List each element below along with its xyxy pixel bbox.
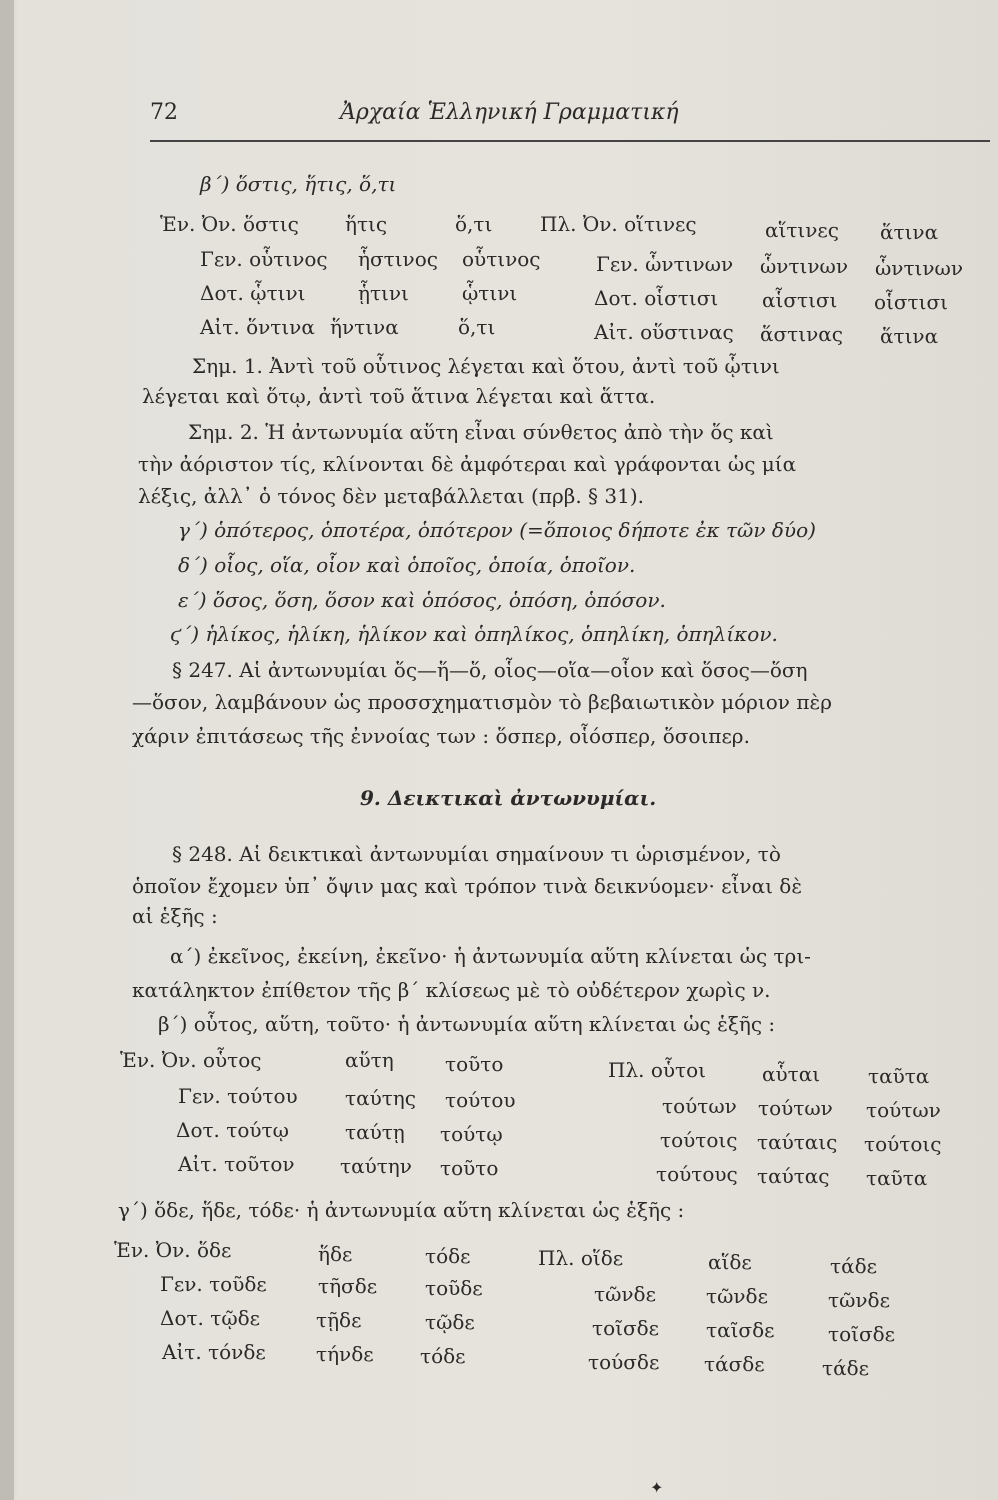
page-edge-shadow [0, 0, 14, 1500]
decl-cell: τάδε [822, 1356, 869, 1380]
decl-cell: τοῦτο [445, 1052, 504, 1076]
page-number: 72 [150, 100, 178, 125]
paragraph-248-line-2: ὁποῖον ἔχομεν ὑπ᾿ ὄψιν μας καὶ τρόπον τινὰ δεικνύομεν· εἶναι δὲ [132, 874, 803, 898]
decl-cell: ὧντινων [875, 256, 963, 280]
decl-cell: τούτοις [864, 1132, 942, 1156]
decl-cell: τάσδε [704, 1352, 765, 1376]
decl-row [160, 212, 299, 236]
decl-cell: αὕτη [345, 1048, 394, 1072]
decl-cell: ᾧτινι [462, 281, 518, 305]
decl-cell: τούτους [656, 1162, 738, 1186]
decl-cell: Ἑν. Ὀν. ὅδε [114, 1238, 232, 1262]
decl-cell: τοῖσδε [592, 1316, 660, 1340]
decl-cell: τούτων [866, 1098, 941, 1122]
decl-cell: τήνδε [316, 1342, 374, 1366]
gamma2-heading: γ΄) ὅδε, ἥδε, τόδε· ἡ ἀντωνυμία αὕτη κλίνεται ὡς ἑξῆς : [118, 1198, 685, 1222]
decl-cell: Πλ. οὗτοι [608, 1058, 706, 1082]
note-2-line-3: λέξις, ἀλλ᾿ ὁ τόνος δὲν μεταβάλλεται (πρβ. § 31). [138, 484, 645, 508]
running-title: Ἀρχαία Ἑλληνική Γραμματική [340, 100, 679, 125]
note-2-line-2: τὴν ἀόριστον τίς, κλίνονται δὲ ἀμφότεραι καὶ γράφονται ὡς μία [138, 452, 797, 476]
decl-cell: αἵτινες [765, 218, 839, 242]
decl-cell: τόδε [425, 1244, 471, 1268]
alpha-line-2: κατάληκτον ἐπίθετον τῆς β΄ κλίσεως μὲ τὸ οὐδέτερον χωρὶς ν. [132, 978, 771, 1002]
decl-cell: Αἰτ. τόνδε [162, 1340, 266, 1364]
decl-cell: τοῖσδε [828, 1322, 896, 1346]
decl-cell: τόδε [420, 1344, 466, 1368]
paragraph-248-line-1: § 248. Αἱ δεικτικαὶ ἀντωνυμίαι σημαίνουν τι ὡρισμένον, τὸ [172, 842, 781, 866]
decl-cell: Αἰτ. ὅντινα [200, 315, 315, 339]
decl-cell: οἷστισι [874, 290, 948, 314]
decl-cell: Ἑν. Ὀν. ὅστις [160, 212, 299, 236]
decl-cell: τοῦτο [440, 1156, 499, 1180]
note-1-line-1: Σημ. 1. Ἀντὶ τοῦ οὗτινος λέγεται καὶ ὅτου, ἀντὶ τοῦ ᾧτινι [192, 354, 780, 378]
decl-cell: τούσδε [588, 1350, 660, 1374]
decl-cell: Αἰτ. οὕστινας [594, 320, 734, 344]
decl-cell: Δοτ. τῷδε [160, 1306, 261, 1330]
decl-cell: ἅστινας [760, 322, 843, 346]
decl-cell: Γεν. οὗτινος [200, 247, 328, 271]
decl-cell: Γεν. τοῦδε [160, 1272, 267, 1296]
decl-cell: τοῦδε [425, 1276, 483, 1300]
decl-cell: τῶνδε [828, 1288, 890, 1312]
decl-cell: τούτων [758, 1096, 833, 1120]
paragraph-247-line-3: χάριν ἐπιτάσεως τῆς ἐννοίας των : ὅσπερ, οἷόσπερ, ὅσοιπερ. [132, 724, 750, 748]
decl-cell: τούτῳ [440, 1122, 503, 1146]
decl-cell: τούτων [662, 1094, 737, 1118]
decl-cell: τούτοις [660, 1128, 738, 1152]
decl-cell: ἅτινα [880, 220, 939, 244]
list-item: γ΄) ὁπότερος, ὁποτέρα, ὁπότερον (=ὅποιος δήποτε ἐκ τῶν δύο) [178, 518, 816, 542]
section-beta-heading: β΄) ὅστις, ἥτις, ὅ,τι [200, 172, 397, 196]
decl-cell: ταύτῃ [345, 1120, 405, 1144]
list-item: ε΄) ὅσος, ὅση, ὅσον καὶ ὁπόσος, ὁπόση, ὁπόσον. [178, 588, 666, 612]
decl-cell: Γεν. ὧντινων [596, 252, 734, 276]
paragraph-248-line-3: αἱ ἑξῆς : [132, 904, 218, 928]
section-heading: 9. Δεικτικαὶ ἀντωνυμίαι. [360, 786, 657, 810]
decl-cell: ἅτινα [880, 324, 939, 348]
decl-cell: τῷδε [425, 1310, 475, 1334]
note-2-line-1: Σημ. 2. Ἡ ἀντωνυμία αὕτη εἶναι σύνθετος ἀπὸ τὴν ὅς καὶ [188, 420, 774, 444]
decl-cell: οὗτινος [462, 247, 541, 271]
decl-cell: ταῦτα [866, 1166, 928, 1190]
decl-cell: αὗται [762, 1062, 821, 1086]
decl-cell: ὧντινων [760, 254, 848, 278]
decl-cell: Αἰτ. τοῦτον [178, 1152, 295, 1176]
decl-cell: τῇδε [316, 1308, 362, 1332]
list-item: δ΄) οἷος, οἵα, οἷον καὶ ὁποῖος, ὁποία, ὁποῖον. [178, 553, 636, 577]
decl-cell: αἵδε [708, 1250, 752, 1274]
decl-cell: ταῖσδε [706, 1318, 775, 1342]
decl-cell: τῶνδε [594, 1282, 656, 1306]
decl-cell: ταύταις [757, 1130, 838, 1154]
decl-cell: Δοτ. οἷστισι [594, 286, 719, 310]
decl-cell: τῆσδε [318, 1274, 378, 1298]
decl-cell: Δοτ. ᾧτινι [200, 281, 306, 305]
decl-cell: ᾗτινι [358, 281, 409, 305]
decl-cell: ταύτας [757, 1164, 830, 1188]
decl-cell: ἥντινα [330, 315, 399, 339]
decl-cell: τούτου [445, 1088, 516, 1112]
decl-cell: ταύτην [340, 1154, 412, 1178]
decl-cell: Πλ. οἵδε [538, 1246, 624, 1270]
paragraph-247-line-1: § 247. Αἱ ἀντωνυμίαι ὅς—ἥ—ὅ, οἷος—οἵα—οἷον καὶ ὅσος—ὅση [172, 658, 808, 682]
decl-cell: τάδε [830, 1254, 877, 1278]
decl-cell: Γεν. τούτου [178, 1084, 298, 1108]
paragraph-247-line-2: —ὅσον, λαμβάνουν ὡς προσσχηματισμὸν τὸ βεβαιωτικὸν μόριον πὲρ [132, 690, 832, 714]
decl-cell: ἧστινος [358, 247, 438, 271]
decl-cell: αἷστισι [762, 288, 838, 312]
decl-cell: ἥτις [345, 212, 388, 236]
list-item: ϛ΄) ἡλίκος, ἡλίκη, ἡλίκον καὶ ὁπηλίκος, ὁπηλίκη, ὁπηλίκον. [170, 622, 778, 646]
page-mark-icon: ✦ [650, 1478, 664, 1497]
decl-cell: ταῦτα [868, 1064, 930, 1088]
decl-cell: ὅ,τι [458, 315, 496, 339]
decl-cell: ὅ,τι [455, 212, 493, 236]
decl-cell: ταύτης [345, 1086, 416, 1110]
beta2-heading: β΄) οὗτος, αὕτη, τοῦτο· ἡ ἀντωνυμία αὕτη κλίνεται ὡς ἑξῆς : [158, 1012, 776, 1036]
decl-cell: Δοτ. τούτῳ [176, 1118, 289, 1142]
decl-cell: Πλ. Ὀν. οἵτινες [540, 212, 697, 236]
alpha-line-1: α΄) ἐκεῖνος, ἐκείνη, ἐκεῖνο· ἡ ἀντωνυμία αὕτη κλίνεται ὡς τρι- [170, 944, 811, 968]
decl-cell: Ἑν. Ὀν. οὗτος [120, 1048, 262, 1072]
note-1-line-2: λέγεται καὶ ὅτῳ, ἀντὶ τοῦ ἅτινα λέγεται καὶ ἅττα. [142, 384, 656, 408]
decl-cell: ἥδε [318, 1242, 353, 1266]
decl-cell: τῶνδε [706, 1284, 768, 1308]
header-rule [150, 140, 990, 142]
